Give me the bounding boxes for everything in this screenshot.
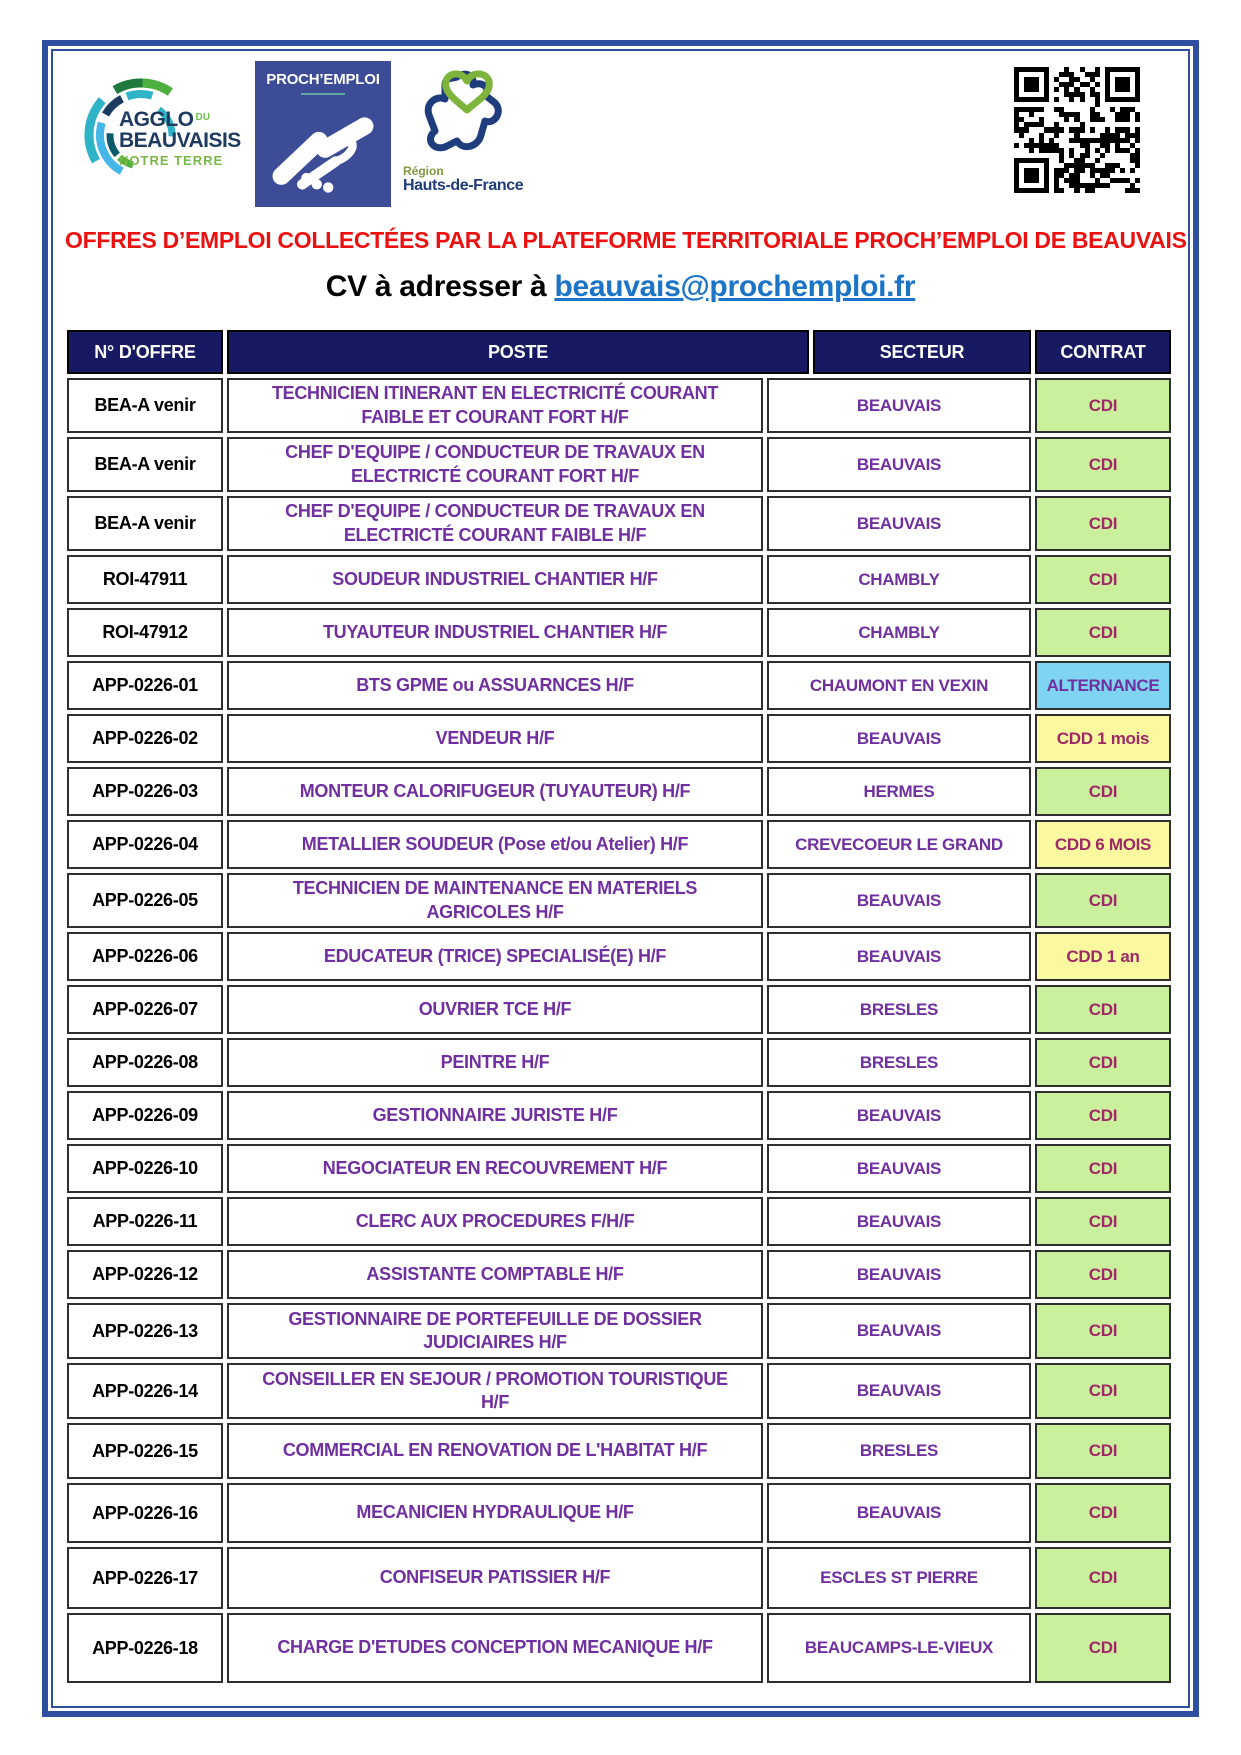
offer-cell: APP-0226-12 [67, 1250, 223, 1299]
job-row [67, 378, 1171, 433]
job-row [67, 661, 1171, 710]
poste-cell: VENDEUR H/F [227, 714, 763, 763]
offer-cell: BEA-A venir [67, 378, 223, 433]
contrat-cell: CDD 1 mois [1035, 714, 1171, 763]
job-row [67, 496, 1171, 551]
poste-cell: MONTEUR CALORIFUGEUR (TUYAUTEUR) H/F [227, 767, 763, 816]
agglo-word: AGGLO [119, 108, 194, 131]
job-row [67, 608, 1171, 657]
beauvaisis-word: BEAUVAISIS [119, 129, 241, 153]
poste-cell: ASSISTANTE COMPTABLE H/F [227, 1250, 763, 1299]
job-row [67, 1363, 1171, 1419]
offer-cell: APP-0226-03 [67, 767, 223, 816]
secteur-cell: BEAUCAMPS-LE-VIEUX [767, 1613, 1031, 1683]
job-row [67, 1250, 1171, 1299]
contrat-cell: CDI [1035, 496, 1171, 551]
offer-cell: APP-0226-10 [67, 1144, 223, 1193]
job-row [67, 1091, 1171, 1140]
table-header-row [67, 330, 1171, 374]
poste-cell: PEINTRE H/F [227, 1038, 763, 1087]
secteur-cell: CHAMBLY [767, 608, 1031, 657]
prochemploi-logo [255, 61, 391, 207]
poste-cell: COMMERCIAL EN RENOVATION DE L'HABITAT H/F [227, 1423, 763, 1479]
offer-cell: APP-0226-02 [67, 714, 223, 763]
header-cell-contrat: CONTRAT [1035, 330, 1171, 374]
secteur-cell: CHAUMONT EN VEXIN [767, 661, 1031, 710]
header-cell-offre: N° D'OFFRE [67, 330, 223, 374]
poste-cell: TECHNICIEN ITINERANT EN ELECTRICITÉ COURANT FAIBLE ET COURANT FORT H/F [227, 378, 763, 433]
job-row [67, 1197, 1171, 1246]
prochemploi-title: PROCH’EMPLOI [266, 71, 380, 88]
secteur-cell: BEAUVAIS [767, 496, 1031, 551]
contrat-cell: CDI [1035, 1144, 1171, 1193]
secteur-cell: BEAUVAIS [767, 1144, 1031, 1193]
offer-cell: APP-0226-16 [67, 1483, 223, 1543]
job-row [67, 555, 1171, 604]
secteur-cell: BEAUVAIS [767, 873, 1031, 928]
france-map-icon [415, 63, 515, 167]
cv-prefix: CV à adresser à [325, 270, 555, 303]
job-row [67, 1547, 1171, 1609]
offer-cell: APP-0226-18 [67, 1613, 223, 1683]
job-row [67, 873, 1171, 928]
hauts-de-france-logo [401, 61, 531, 211]
contrat-cell: CDI [1035, 1613, 1171, 1683]
offer-cell: BEA-A venir [67, 437, 223, 492]
poste-cell: CONSEILLER EN SEJOUR / PROMOTION TOURISTIQUE H/F [227, 1363, 763, 1419]
offer-cell: APP-0226-05 [67, 873, 223, 928]
poste-cell: MECANICIEN HYDRAULIQUE H/F [227, 1483, 763, 1543]
notre-terre-word: NOTRE TERRE [119, 152, 224, 168]
poste-cell: BTS GPME ou ASSUARNCES H/F [227, 661, 763, 710]
email-link[interactable]: beauvais@prochemploi.fr [554, 270, 916, 303]
offer-cell: ROI-47911 [67, 555, 223, 604]
contrat-cell: CDI [1035, 608, 1171, 657]
secteur-cell: BRESLES [767, 1038, 1031, 1087]
secteur-cell: BRESLES [767, 985, 1031, 1034]
contrat-cell: CDI [1035, 1547, 1171, 1609]
header-cell-secteur: SECTEUR [813, 330, 1031, 374]
secteur-cell: BEAUVAIS [767, 1363, 1031, 1419]
agglo-beauvaisis-logo [71, 71, 247, 201]
job-row [67, 1144, 1171, 1193]
poste-cell: CHEF D'EQUIPE / CONDUCTEUR DE TRAVAUX EN ELECTRICTÉ COURANT FORT H/F [227, 437, 763, 492]
secteur-cell: BEAUVAIS [767, 1197, 1031, 1246]
contrat-cell: CDI [1035, 985, 1171, 1034]
secteur-cell: BEAUVAIS [767, 1303, 1031, 1359]
hauts-de-france-word: Hauts-de-France [403, 176, 524, 194]
job-row [67, 1038, 1171, 1087]
page-content [51, 49, 1190, 1708]
contrat-cell: CDI [1035, 1250, 1171, 1299]
job-row [67, 437, 1171, 492]
secteur-cell: BEAUVAIS [767, 378, 1031, 433]
offer-cell: APP-0226-08 [67, 1038, 223, 1087]
poste-cell: CHEF D'EQUIPE / CONDUCTEUR DE TRAVAUX EN ELECTRICTÉ COURANT FAIBLE H/F [227, 496, 763, 551]
poste-cell: TECHNICIEN DE MAINTENANCE EN MATERIELS AGRICOLES H/F [227, 873, 763, 928]
offer-cell: APP-0226-17 [67, 1547, 223, 1609]
contrat-cell: CDI [1035, 555, 1171, 604]
poste-cell: OUVRIER TCE H/F [227, 985, 763, 1034]
secteur-cell: BEAUVAIS [767, 932, 1031, 981]
job-row [67, 932, 1171, 981]
contrat-cell: CDD 6 MOIS [1035, 820, 1171, 869]
divider [301, 93, 345, 95]
job-row [67, 820, 1171, 869]
poste-cell: GESTIONNAIRE DE PORTEFEUILLE DE DOSSIER JUDICIAIRES H/F [227, 1303, 763, 1359]
secteur-cell: CHAMBLY [767, 555, 1031, 604]
jobs-table [67, 330, 1171, 1683]
job-row [67, 985, 1171, 1034]
offer-cell: APP-0226-11 [67, 1197, 223, 1246]
offer-cell: APP-0226-01 [67, 661, 223, 710]
contrat-cell: CDI [1035, 1483, 1171, 1543]
poste-cell: NEGOCIATEUR EN RECOUVREMENT H/F [227, 1144, 763, 1193]
secteur-cell: ESCLES ST PIERRE [767, 1547, 1031, 1609]
poste-cell: TUYAUTEUR INDUSTRIEL CHANTIER H/F [227, 608, 763, 657]
offer-cell: APP-0226-04 [67, 820, 223, 869]
poste-cell: CONFISEUR PATISSIER H/F [227, 1547, 763, 1609]
poste-cell: METALLIER SOUDEUR (Pose et/ou Atelier) H/F [227, 820, 763, 869]
secteur-cell: BEAUVAIS [767, 714, 1031, 763]
region-word: Région [403, 164, 444, 178]
secteur-cell: BEAUVAIS [767, 1091, 1031, 1140]
contrat-cell: CDI [1035, 767, 1171, 816]
offer-cell: APP-0226-06 [67, 932, 223, 981]
offer-cell: APP-0226-14 [67, 1363, 223, 1419]
poste-cell: CHARGE D'ETUDES CONCEPTION MECANIQUE H/F [227, 1613, 763, 1683]
contrat-cell: CDI [1035, 378, 1171, 433]
page-border [42, 40, 1199, 1717]
secteur-cell: HERMES [767, 767, 1031, 816]
logo-strip [71, 61, 1176, 213]
contrat-cell: CDI [1035, 1197, 1171, 1246]
contrat-cell: ALTERNANCE [1035, 661, 1171, 710]
contrat-cell: CDI [1035, 873, 1171, 928]
secteur-cell: BEAUVAIS [767, 437, 1031, 492]
contrat-cell: CDD 1 an [1035, 932, 1171, 981]
offer-cell: ROI-47912 [67, 608, 223, 657]
table-body [67, 378, 1171, 1683]
document-title: OFFRES D’EMPLOI COLLECTÉES PAR LA PLATEFORME TERRITORIALE PROCH’EMPLOI DE BEAUVAIS [65, 227, 1187, 253]
header-cell-poste: POSTE [227, 330, 809, 374]
secteur-cell: BEAUVAIS [767, 1250, 1031, 1299]
job-row [67, 1423, 1171, 1479]
job-row [67, 1613, 1171, 1683]
offer-cell: BEA-A venir [67, 496, 223, 551]
contrat-cell: CDI [1035, 1303, 1171, 1359]
secteur-cell: CREVECOEUR LE GRAND [767, 820, 1031, 869]
offer-cell: APP-0226-07 [67, 985, 223, 1034]
contrat-cell: CDI [1035, 1363, 1171, 1419]
contrat-cell: CDI [1035, 1038, 1171, 1087]
secteur-cell: BEAUVAIS [767, 1483, 1031, 1543]
poste-cell: SOUDEUR INDUSTRIEL CHANTIER H/F [227, 555, 763, 604]
contrat-cell: CDI [1035, 437, 1171, 492]
offer-cell: APP-0226-09 [67, 1091, 223, 1140]
secteur-cell: BRESLES [767, 1423, 1031, 1479]
job-row [67, 714, 1171, 763]
agglo-du: DU [195, 111, 210, 123]
poste-cell: CLERC AUX PROCEDURES F/H/F [227, 1197, 763, 1246]
poste-cell: GESTIONNAIRE JURISTE H/F [227, 1091, 763, 1140]
poste-cell: EDUCATEUR (TRICE) SPECIALISÉ(E) H/F [227, 932, 763, 981]
job-row [67, 1483, 1171, 1543]
contrat-cell: CDI [1035, 1091, 1171, 1140]
offer-cell: APP-0226-15 [67, 1423, 223, 1479]
job-row [67, 767, 1171, 816]
contrat-cell: CDI [1035, 1423, 1171, 1479]
qr-code [1014, 67, 1140, 193]
job-row [67, 1303, 1171, 1359]
cv-instruction [65, 270, 1176, 304]
handshake-icon [268, 97, 378, 201]
offer-cell: APP-0226-13 [67, 1303, 223, 1359]
